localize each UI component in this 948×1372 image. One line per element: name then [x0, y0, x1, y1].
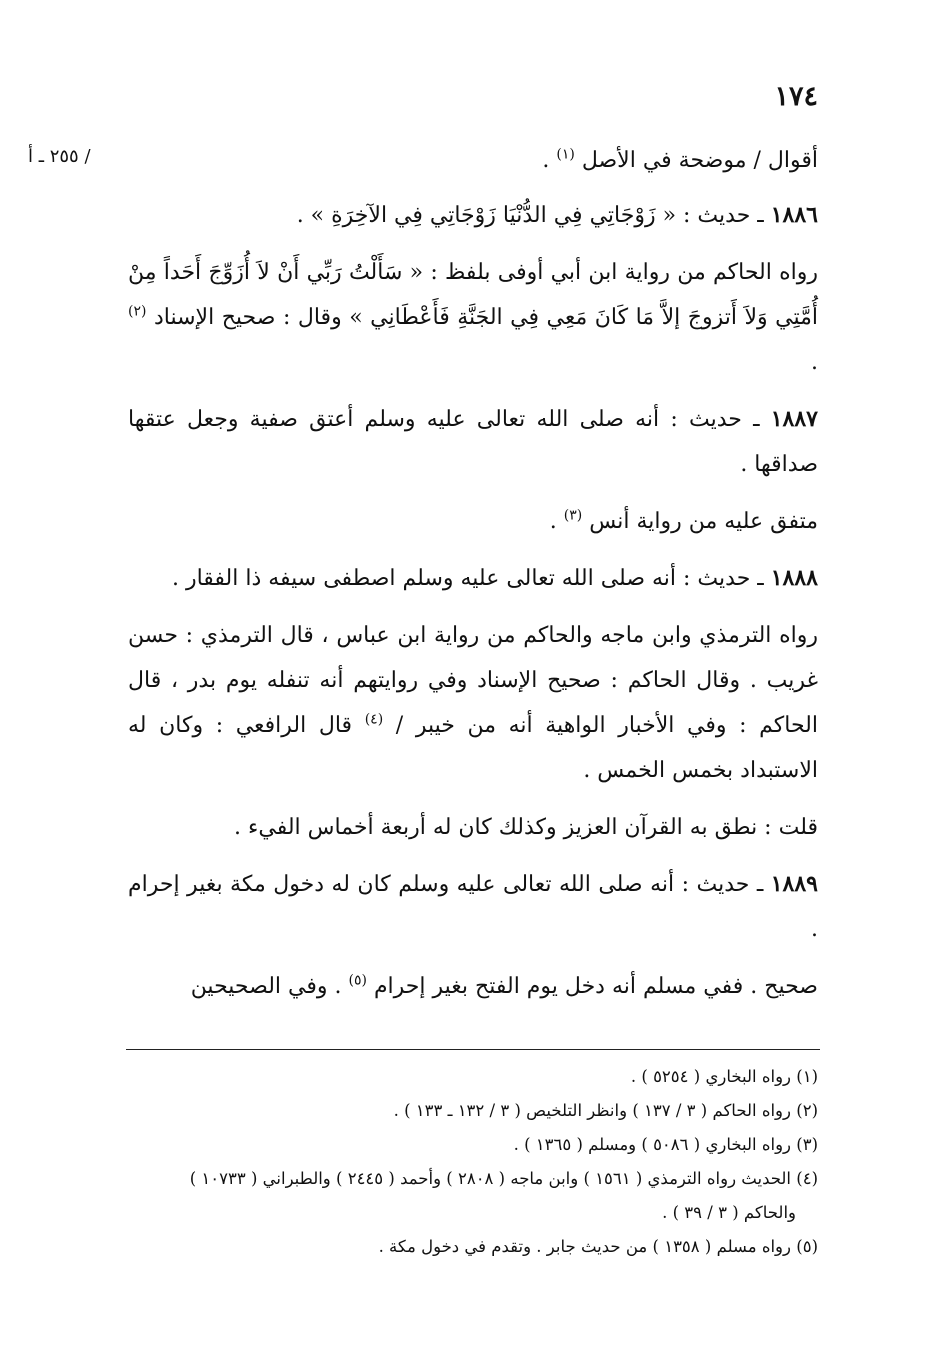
- hadith-text: ـ حديث : أنه صلى الله تعالى عليه وسلم أعتق صفية وجعل عتقها صداقها .: [128, 407, 818, 477]
- hadith-text: ـ حديث : « زَوْجَاتِي فِي الدُّنْيَا زَوْجَاتِي فِي الآخِرَةِ » .: [296, 203, 771, 228]
- paragraph-intro: [128, 138, 818, 183]
- hadith-number: ١٨٨٩: [770, 871, 818, 897]
- paragraph-text: رواه الحاكم من رواية ابن أبي أوفى بلفظ : « سَأَلْتُ رَبِّي أَنْ لاَ أُزَوِّجَ أَحَداً مِنْ أُمَّتِي وَلاَ أَتزوجَ إلاَّ مَا كَانَ مَعِي فِي الجَنَّةِ فَأَعْطَانِي » وقال : صحيح الإسناد: [128, 260, 819, 330]
- commentary-1888: [128, 613, 818, 793]
- margin-manuscript-reference: / ٢٥٥ ـ أ: [28, 146, 91, 167]
- footnotes: [124, 1060, 818, 1264]
- hadith-text: ـ حديث : أنه صلى الله تعالى عليه وسلم اصطفى سيفه ذا الفقار .: [171, 566, 771, 591]
- footnote-divider: [126, 1049, 820, 1050]
- commentary-1886: [128, 250, 818, 385]
- hadith-1886: [128, 193, 818, 238]
- hadith-number: ١٨٨٦: [770, 202, 818, 228]
- paragraph-text: قلت : نطق به القرآن العزيز وكذلك كان له أربعة أخماس الفيء .: [234, 815, 818, 840]
- page-number: ١٧٤: [774, 81, 818, 112]
- footnote-2: (٢) رواه الحاكم ( ٣ / ١٣٧ ) وانظر التلخيص ( ٣ / ١٣٢ ـ ١٣٣ ) .: [393, 1101, 818, 1120]
- hadith-1888: [128, 556, 818, 601]
- paragraph-text: متفق عليه من رواية أنس: [589, 509, 818, 534]
- commentary-1889: [128, 964, 818, 1009]
- hadith-text: ـ حديث : أنه صلى الله تعالى عليه وسلم كان له دخول مكة بغير إحرام .: [128, 872, 818, 942]
- commentary-1887: [128, 499, 818, 544]
- hadith-number: ١٨٨٧: [770, 406, 818, 432]
- footnote-ref: (٣): [563, 507, 583, 524]
- paragraph-text: رواه الترمذي وابن ماجه والحاكم من رواية ابن عباس ، قال الترمذي : حسن غريب . وقال الحاكم : صحيح الإسناد وفي روايتهم أنه تنفله يوم بدر ، قال الحاكم : وفي الأخبار الواهية أنه من خيبر /: [128, 623, 818, 738]
- footnote-4: (٤) الحديث رواه الترمذي ( ١٥٦١ ) وابن ماجه ( ٢٨٠٨ ) وأحمد ( ٢٤٤٥ ) والطبراني ( ١٠٧٣٣ ): [189, 1169, 818, 1188]
- paragraph-text-tail: .: [542, 148, 557, 173]
- hadith-1887: [128, 397, 818, 487]
- paragraph-text: أقوال / موضحة في الأصل: [581, 148, 818, 173]
- paragraph-text-tail: قال الرافعي : وكان له الاستبداد بخمس الخمس .: [128, 713, 818, 783]
- footnote-5: (٥) رواه مسلم ( ١٣٥٨ ) من حديث جابر . وتقدم في دخول مكة .: [378, 1237, 818, 1256]
- footnote-1: (١) رواه البخاري ( ٥٢٥٤ ) .: [630, 1067, 818, 1086]
- paragraph-text-tail: .: [549, 509, 564, 534]
- paragraph-text: صحيح . ففي مسلم أنه دخل يوم الفتح بغير إحرام: [373, 974, 818, 999]
- footnote-4-continued: والحاكم ( ٣ / ٣٩ ) .: [662, 1203, 796, 1222]
- footnote-ref: (١): [556, 146, 575, 163]
- hadith-1889: [128, 862, 818, 952]
- main-text: [128, 138, 818, 1021]
- paragraph-text-tail: .: [811, 350, 818, 375]
- footnote-ref: (٤): [364, 711, 384, 728]
- remark-1888: [128, 805, 818, 850]
- footnote-ref: (٥): [348, 972, 367, 989]
- footnote-3: (٣) رواه البخاري ( ٥٠٨٦ ) ومسلم ( ١٣٦٥ ) .: [513, 1135, 818, 1154]
- footnote-ref: (٢): [128, 303, 147, 320]
- hadith-number: ١٨٨٨: [770, 565, 818, 591]
- paragraph-text-tail: . وفي الصحيحين: [190, 974, 349, 999]
